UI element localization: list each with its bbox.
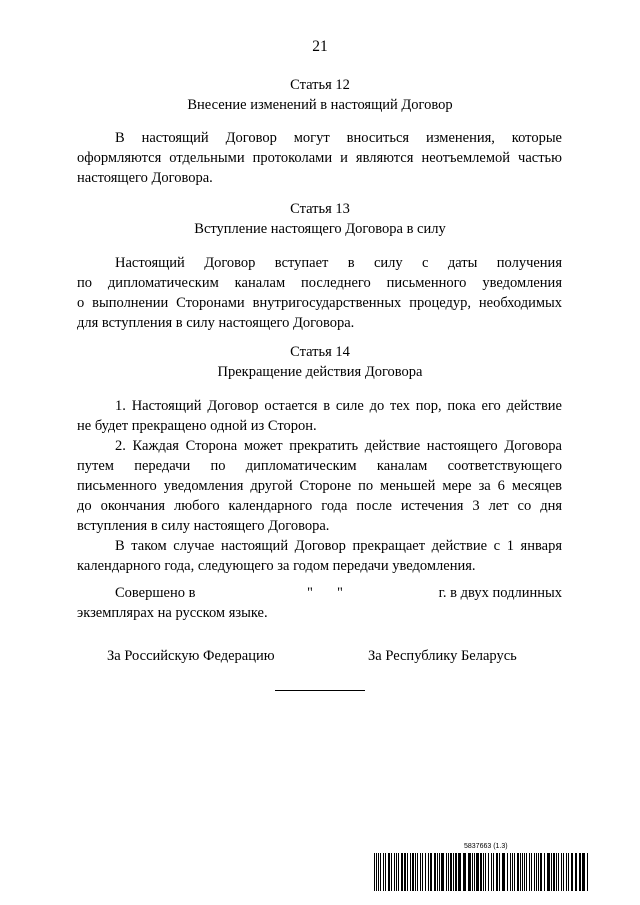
article-12-line-2: оформляются отдельными протоколами и являются неотъемлемой частью [77,150,562,166]
article-13-line-1: Настоящий Договор вступает в силу с даты получения [115,255,562,271]
signature-belarus: За Республику Беларусь [368,648,517,664]
article-12-text [77,128,562,188]
article-14-number: Статья 14 [290,344,350,360]
article-13-title: Вступление настоящего Договора в силу [194,221,446,237]
article-12-number: Статья 12 [290,77,350,93]
article-14-p2-line-1: 2. Каждая Сторона может прекратить действие настоящего Договора [115,438,562,454]
signature-russia: За Российскую Федерацию [107,648,275,664]
article-14-title: Прекращение действия Договора [217,364,423,380]
article-14-p2-line-3: письменного уведомления другой Стороне по меньшей мере за 6 месяцев [77,478,562,494]
closing-quote-open: " [307,585,313,601]
article-14-p3-line-2: календарного года, следующего за годом передачи уведомления. [77,558,476,574]
article-14-heading [0,342,640,382]
article-12-line-3: настоящего Договора. [77,170,213,186]
article-14-p1-line-2: не будет прекращено одной из Сторон. [77,418,317,434]
article-12-line-1: В настоящий Договор могут вноситься изменения, которые [115,130,562,146]
article-13-line-4: для вступления в силу настоящего Договора. [77,315,355,331]
closing-text [77,583,562,623]
article-13-line-2: по дипломатическим каналам последнего письменного уведомления [77,275,562,291]
article-14-p2-line-2: путем передачи по дипломатическим каналам соответствующего [77,458,562,474]
barcode-label: 5837663 (1.3) [464,843,508,850]
article-12-heading [0,75,640,115]
article-13-line-3: о выполнении Сторонами внутригосударственных процедур, необходимых [77,295,562,311]
article-14-text [77,396,562,576]
article-14-p3-line-1: В таком случае настоящий Договор прекращает действие с 1 января [115,538,562,554]
closing-quote-close: " [337,585,343,601]
article-14-p2-line-5: вступления в силу настоящего Договора. [77,518,330,534]
barcode-bars [374,853,590,891]
separator-line [275,690,365,691]
barcode [374,843,590,891]
page-number: 21 [312,38,328,55]
article-13-text [77,253,562,333]
closing-line-2: экземплярах на русском языке. [77,605,268,621]
article-14-p1-line-1: 1. Настоящий Договор остается в силе до тех пор, пока его действие [115,398,562,414]
closing-done-in: Совершено в [115,585,196,601]
article-12-title: Внесение изменений в настоящий Договор [187,97,453,113]
closing-tail: г. в двух подлинных [438,585,562,601]
article-13-heading [0,199,640,239]
article-13-number: Статья 13 [290,201,350,217]
article-14-p2-line-4: до окончания любого календарного года после истечения 3 лет со дня [77,498,562,514]
